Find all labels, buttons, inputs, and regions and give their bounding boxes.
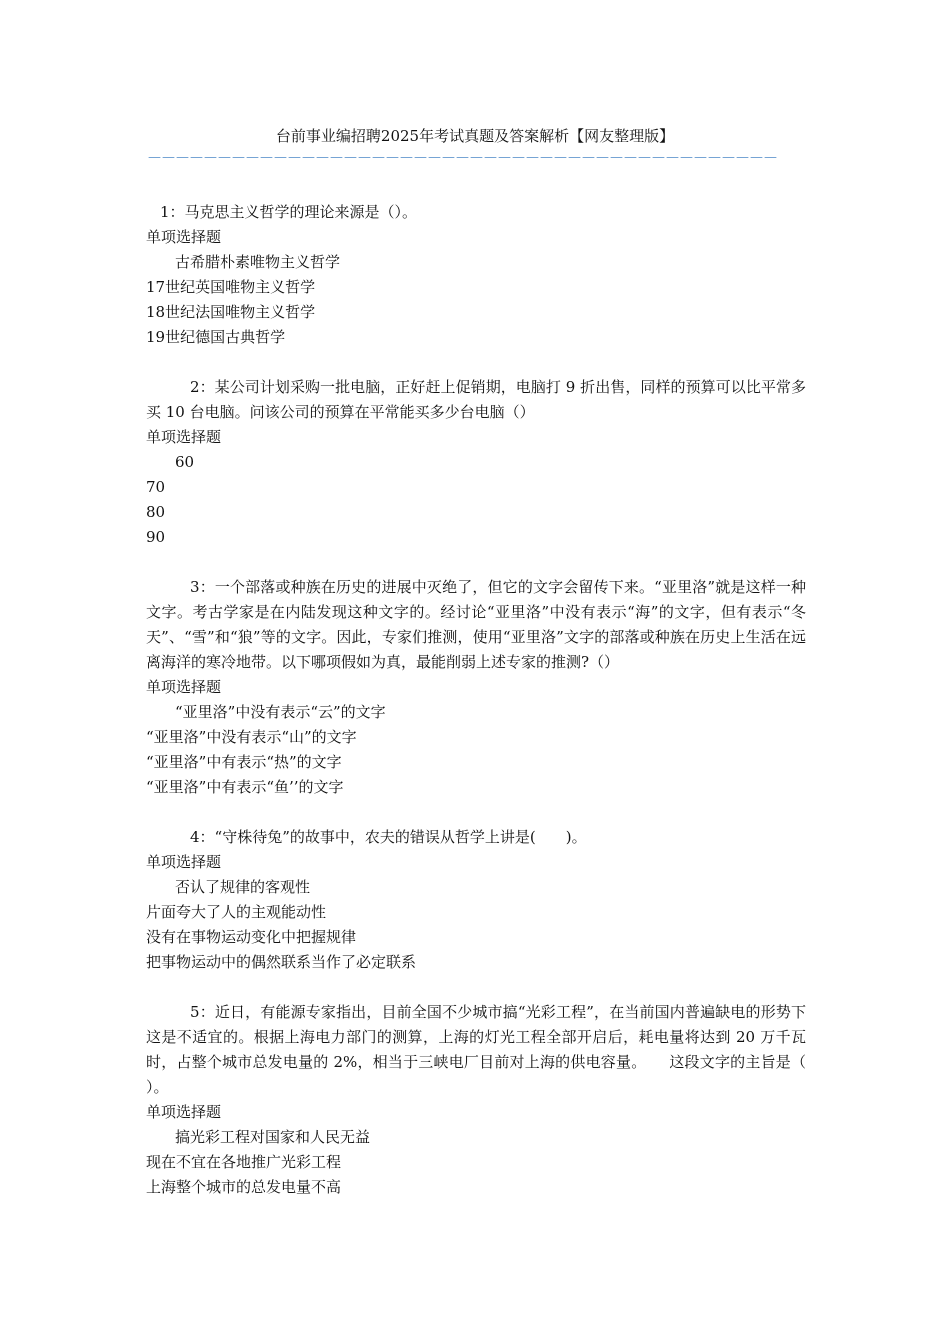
question-type: 单项选择题: [146, 678, 222, 696]
question-stem: 1：马克思主义哲学的理论来源是（）。: [160, 203, 418, 221]
question-stem: 5：近日，有能源专家指出，目前全国不少城市搞“光彩工程”，在当前国内普遍缺电的形势下这是不适宜的。根据上海电力部门的测算，上海的灯光工程全部开启后，耗电量将达到 20 万千瓦时，占整个城市总发电量的 2%，相当于三峡电厂目前对上海的供电容量。 这段文字的主旨是（ ）。: [146, 1003, 806, 1096]
option-c: “亚里洛”中有表示“热”的文字: [146, 753, 342, 771]
option-a: 古希腊朴素唯物主义哲学: [175, 253, 341, 271]
option-a: 60: [175, 453, 195, 471]
option-a: 否认了规律的客观性: [175, 878, 311, 896]
option-b: 片面夸大了人的主观能动性: [146, 903, 327, 921]
question-stem: 4：“守株待兔”的故事中，农夫的错误从哲学上讲是( )。: [190, 828, 587, 846]
question-3: [146, 575, 806, 800]
option-c: 上海整个城市的总发电量不高: [146, 1178, 342, 1196]
title-divider: —————————————————————————————————————————————: [148, 150, 778, 165]
question-stem: 3：一个部落或种族在历史的进展中灭绝了，但它的文字会留传下来。“亚里洛”就是这样一种文字。考古学家是在内陆发现这种文字的。经讨论“亚里洛”中没有表示“海”的文字，但有表示“冬天”、“雪”和“狼”等的文字。因此，专家们推测，使用“亚里洛”文字的部落或种族在历史上生活在远离海洋的寒冷地带。以下哪项假如为真，最能削弱上述专家的推测?（）: [146, 578, 806, 671]
option-d: 90: [146, 528, 166, 546]
question-1: [146, 200, 806, 350]
question-5: [146, 1000, 806, 1200]
option-d: 19世纪德国古典哲学: [146, 328, 286, 346]
question-2: [146, 375, 806, 550]
option-a: 搞光彩工程对国家和人民无益: [175, 1128, 371, 1146]
option-b: “亚里洛”中没有表示“山”的文字: [146, 728, 357, 746]
question-4: [146, 825, 806, 975]
question-type: 单项选择题: [146, 228, 222, 246]
question-type: 单项选择题: [146, 428, 222, 446]
document-title: 台前事业编招聘2025年考试真题及答案解析【网友整理版】: [275, 127, 675, 145]
question-type: 单项选择题: [146, 1103, 222, 1121]
option-d: 把事物运动中的偶然联系当作了必定联系: [146, 953, 417, 971]
option-c: 80: [146, 503, 166, 521]
option-b: 现在不宜在各地推广光彩工程: [146, 1153, 342, 1171]
option-a: “亚里洛”中没有表示“云”的文字: [175, 703, 386, 721]
option-d: “亚里洛”中有表示“鱼’’的文字: [146, 778, 344, 796]
option-c: 没有在事物运动变化中把握规律: [146, 928, 357, 946]
question-list: [146, 200, 806, 1225]
option-b: 70: [146, 478, 166, 496]
question-stem: 2：某公司计划采购一批电脑，正好赶上促销期，电脑打 9 折出售，同样的预算可以比平常多买 10 台电脑。问该公司的预算在平常能买多少台电脑（）: [146, 378, 806, 421]
question-type: 单项选择题: [146, 853, 222, 871]
option-b: 17世纪英国唯物主义哲学: [146, 278, 316, 296]
option-c: 18世纪法国唯物主义哲学: [146, 303, 316, 321]
